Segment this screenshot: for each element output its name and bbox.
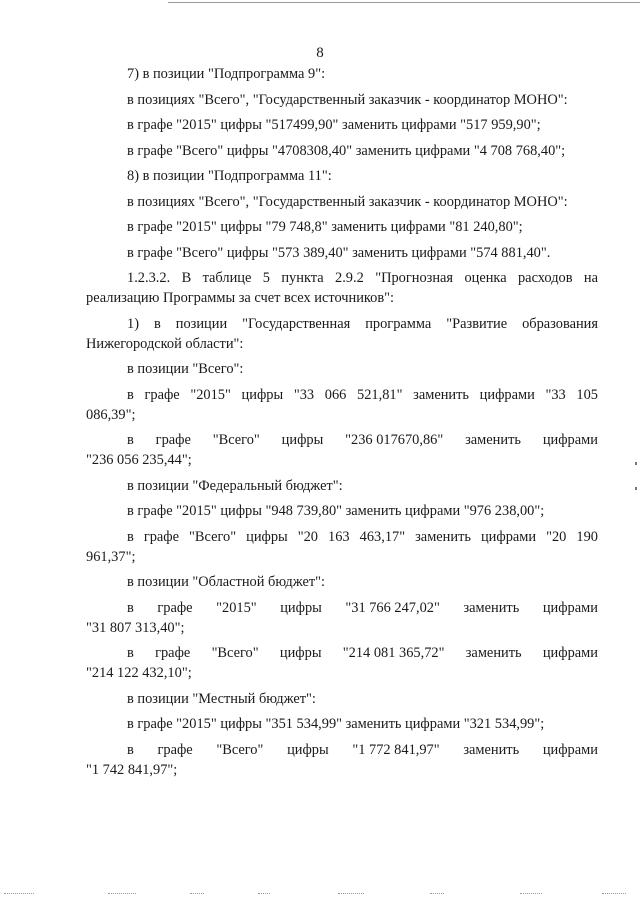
scan-artifact-dots bbox=[0, 893, 640, 899]
replacement-line-cont: "214 122 432,10"; bbox=[86, 665, 192, 681]
replacement-line: в графе "2015" цифры "948 739,80" заменить цифрами "976 238,00"; bbox=[127, 503, 545, 519]
word: "Всего" bbox=[211, 645, 259, 661]
section-1-2-3-2-line2: реализацию Программы за счет всех источников": bbox=[86, 290, 395, 306]
document-body bbox=[86, 64, 598, 785]
replacement-line: в графе "Всего" цифры "4708308,40" заменить цифрами "4 708 768,40"; bbox=[127, 142, 566, 159]
word: цифрами bbox=[542, 645, 598, 661]
replacement-line-cont: "31 807 313,40"; bbox=[86, 619, 185, 636]
replacement-line-cont: "236 056 235,44"; bbox=[86, 452, 192, 468]
position-regional-heading: в позиции "Областной бюджет": bbox=[127, 574, 326, 590]
item-1-line1: 1) в позиции "Государственная программа "Развитие образования bbox=[127, 315, 598, 332]
positions-line: в позициях "Всего", "Государственный заказчик - координатор МОНО": bbox=[127, 193, 568, 210]
replacement-line-cont: 086,39"; bbox=[86, 406, 136, 423]
replacement-line-cont: "1 742 841,97"; bbox=[86, 761, 178, 778]
page-number: 8 bbox=[316, 45, 324, 61]
item-1-line2: Нижегородской области": bbox=[86, 335, 244, 352]
replacement-line: в графе "2015" цифры "33 066 521,81" заменить цифрами "33 105 bbox=[127, 386, 598, 403]
spread-line bbox=[86, 598, 598, 618]
replacement-line: в графе "Всего" цифры "20 163 463,17" заменить цифрами "20 190 bbox=[127, 528, 598, 545]
spread-line bbox=[86, 740, 598, 760]
section-1-2-3-2-line1: 1.2.3.2. В таблице 5 пункта 2.9.2 "Прогнозная оценка расходов на bbox=[127, 270, 598, 286]
word: "Всего" bbox=[216, 741, 264, 758]
item-8-heading: 8) в позиции "Подпрограмма 11": bbox=[127, 168, 332, 184]
word: в bbox=[127, 741, 134, 758]
word: графе bbox=[157, 599, 193, 616]
scan-edge-mark bbox=[635, 487, 637, 490]
word: "2015" bbox=[216, 599, 257, 616]
spread-line bbox=[86, 643, 598, 663]
word: заменить bbox=[463, 741, 520, 758]
position-total-heading: в позиции "Всего": bbox=[127, 361, 244, 377]
word: графе bbox=[157, 741, 193, 758]
positions-line: в позициях "Всего", "Государственный заказчик - координатор МОНО": bbox=[127, 91, 568, 108]
item-7-heading: 7) в позиции "Подпрограмма 9": bbox=[127, 66, 326, 82]
word: в bbox=[127, 432, 134, 448]
word: заменить bbox=[463, 599, 520, 616]
word: графе bbox=[155, 432, 191, 448]
word: цифры bbox=[280, 599, 322, 616]
word: "1 772 841,97" bbox=[352, 741, 440, 758]
word: графе bbox=[155, 645, 191, 661]
word: цифрами bbox=[542, 741, 598, 758]
scan-edge-mark bbox=[635, 462, 637, 465]
scan-top-rule bbox=[168, 2, 640, 3]
word: заменить bbox=[465, 432, 521, 448]
position-local-heading: в позиции "Местный бюджет": bbox=[127, 690, 316, 707]
word: "31 766 247,02" bbox=[345, 599, 440, 616]
replacement-line: в графе "2015" цифры "351 534,99" заменить цифрами "321 534,99"; bbox=[127, 716, 545, 732]
word: цифры bbox=[281, 432, 324, 448]
spread-line bbox=[86, 430, 598, 450]
word: в bbox=[127, 599, 134, 616]
position-federal-heading: в позиции "Федеральный бюджет": bbox=[127, 477, 343, 494]
word: в bbox=[127, 645, 134, 661]
replacement-line: в графе "2015" цифры "79 748,8" заменить цифрами "81 240,80"; bbox=[127, 219, 523, 235]
word: "Всего" bbox=[212, 432, 260, 448]
replacement-line: в графе "Всего" цифры "573 389,40" заменить цифрами "574 881,40". bbox=[127, 244, 551, 261]
word: "236 017670,86" bbox=[345, 432, 444, 448]
word: цифры bbox=[279, 645, 322, 661]
word: цифры bbox=[287, 741, 329, 758]
word: цифрами bbox=[542, 432, 598, 448]
word: цифрами bbox=[542, 599, 598, 616]
word: "214 081 365,72" bbox=[342, 645, 445, 661]
replacement-line: в графе "2015" цифры "517499,90" заменить цифрами "517 959,90"; bbox=[127, 117, 541, 133]
word: заменить bbox=[465, 645, 522, 661]
replacement-line-cont: 961,37"; bbox=[86, 548, 136, 565]
